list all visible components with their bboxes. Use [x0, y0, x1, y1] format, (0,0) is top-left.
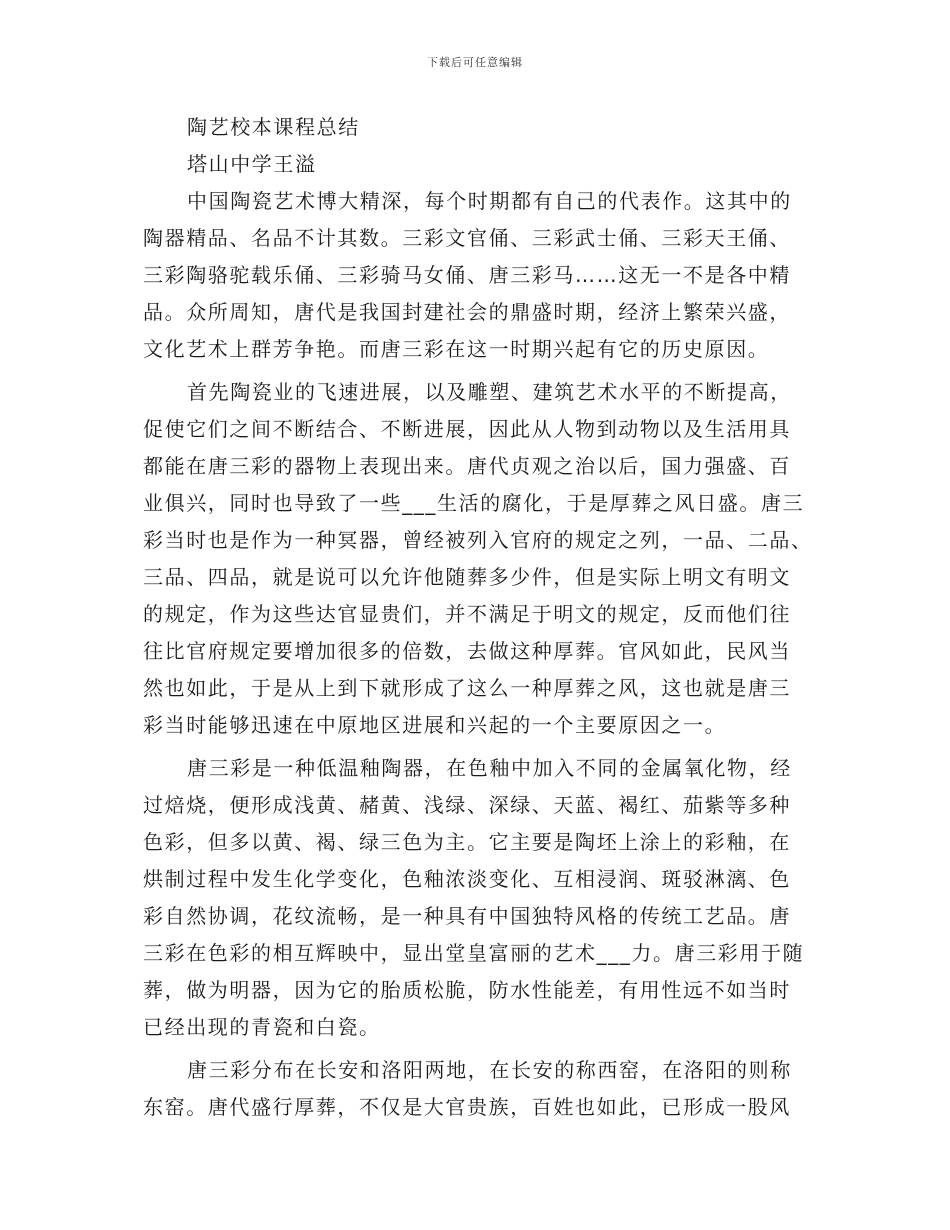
paragraph-2	[143, 374, 813, 744]
paragraph-line: 三彩陶骆驼载乐俑、三彩骑马女俑、唐三彩马……这无一不是各中精	[143, 263, 791, 287]
paragraph-line: 都能在唐三彩的器物上表现出来。唐代贞观之治以后，国力强盛、百	[143, 454, 791, 478]
paragraph-line: 三彩在色彩的相互辉映中，显出堂皇富丽的艺术___力。唐三彩用于随	[143, 941, 805, 965]
paragraph-line: 彩当时能够迅速在中原地区进展和兴起的一个主要原因之一。	[143, 713, 727, 737]
paragraph-line: 中国陶瓷艺术博大精深，每个时期都有自己的代表作。这其中的	[187, 189, 792, 213]
paragraph-line: 唐三彩是一种低温釉陶器，在色釉中加入不同的金属氧化物，经	[187, 756, 792, 780]
paragraph-line: 文化艺术上群芳争艳。而唐三彩在这一时期兴起有它的历史原因。	[143, 337, 770, 361]
page-header: 下载后可任意编辑	[427, 56, 523, 69]
paragraph-line: 陶器精品、名品不计其数。三彩文官俑、三彩武士俑、三彩天王俑、	[143, 226, 791, 250]
paragraph-line: 然也如此，于是从上到下就形成了这么一种厚葬之风，这也就是唐三	[143, 676, 791, 700]
document-body	[143, 109, 813, 1126]
paragraph-line: 已经出现的青瓷和白瓷。	[143, 1015, 381, 1039]
paragraph-line: 彩自然协调，花纹流畅，是一种具有中国独特风格的传统工艺品。唐	[143, 904, 791, 928]
paragraph-line: 过焙烧，便形成浅黄、赭黄、浅绿、深绿、天蓝、褐红、茄紫等多种	[143, 793, 791, 817]
paragraph-line: 促使它们之间不断结合、不断进展，因此从人物到动物以及生活用具	[143, 417, 791, 441]
paragraph-4	[143, 1052, 807, 1126]
paragraph-line: 彩当时也是作为一种冥器，曾经被列入官府的规定之列，一品、二品、	[143, 528, 813, 552]
paragraph-line: 三品、四品，就是说可以允许他随葬多少件，但是实际上明文有明文	[143, 565, 791, 589]
paragraph-line: 首先陶瓷业的飞速进展，以及雕塑、建筑艺术水平的不断提高，	[187, 380, 792, 404]
paragraph-3	[143, 750, 807, 1046]
document-author: 塔山中学王溢	[187, 152, 317, 176]
document-title: 陶艺校本课程总结	[187, 115, 360, 139]
paragraph-line: 品。众所周知，唐代是我国封建社会的鼎盛时期，经济上繁荣兴盛，	[143, 300, 791, 324]
paragraph-line: 烘制过程中发生化学变化，色釉浓淡变化、互相浸润、斑驳淋漓、色	[143, 867, 791, 891]
paragraph-line: 色彩，但多以黄、褐、绿三色为主。它主要是陶坯上涂上的彩釉，在	[143, 830, 791, 854]
paragraph-line: 东窑。唐代盛行厚葬，不仅是大官贵族，百姓也如此，已形成一股风	[143, 1095, 791, 1119]
paragraph-1	[143, 183, 807, 368]
paragraph-line: 唐三彩分布在长安和洛阳两地，在长安的称西窑，在洛阳的则称	[187, 1058, 792, 1082]
paragraph-line: 往比官府规定要增加很多的倍数，去做这种厚葬。官风如此，民风当	[143, 639, 791, 663]
paragraph-line: 葬，做为明器，因为它的胎质松脆，防水性能差，有用性远不如当时	[143, 978, 791, 1002]
paragraph-line: 的规定，作为这些达官显贵们，并不满足于明文的规定，反而他们往	[143, 602, 791, 626]
paragraph-line: 业俱兴，同时也导致了一些___生活的腐化，于是厚葬之风日盛。唐三	[143, 491, 805, 515]
